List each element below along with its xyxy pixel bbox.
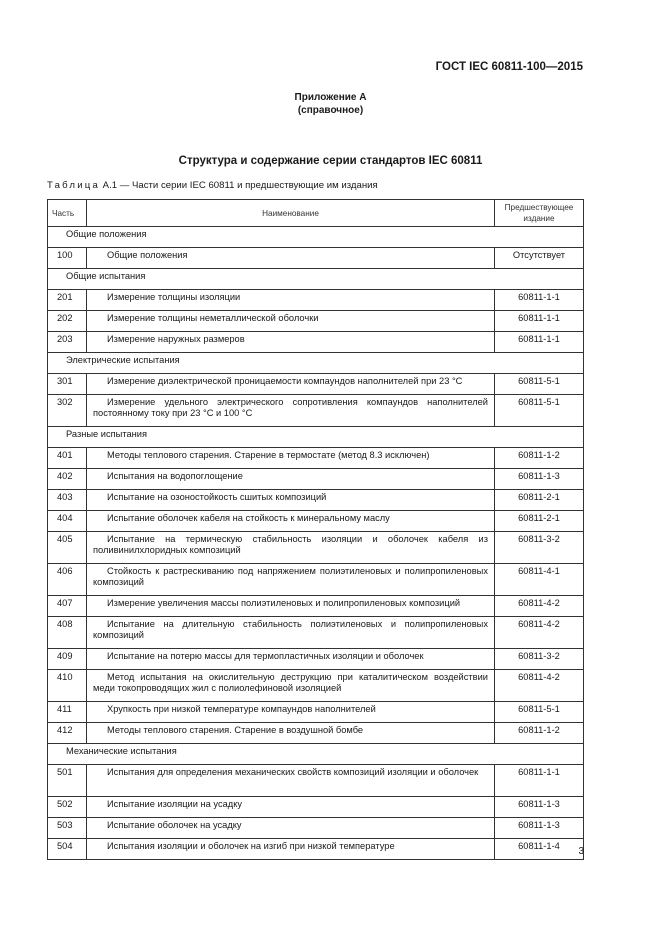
table-row bbox=[48, 290, 584, 311]
table-row bbox=[48, 564, 584, 596]
part-number: 401 bbox=[48, 448, 87, 469]
standard-header: ГОСТ IEC 60811-100—2015 bbox=[435, 61, 583, 73]
part-name-cell bbox=[87, 839, 495, 860]
table-row bbox=[48, 797, 584, 818]
table-row bbox=[48, 395, 584, 427]
annex-title: Приложение А bbox=[294, 92, 367, 103]
table-row bbox=[48, 670, 584, 702]
previous-edition: 60811-4-2 bbox=[495, 596, 584, 617]
part-name: Испытание на термическую стабильность изоляции и оболочек кабеля из поливинилхлоридных композиций bbox=[93, 534, 488, 555]
table-row bbox=[48, 649, 584, 670]
table-row bbox=[48, 469, 584, 490]
part-number: 406 bbox=[48, 564, 87, 596]
part-name-cell bbox=[87, 649, 495, 670]
section-title: Общие положения bbox=[48, 227, 584, 248]
part-number: 301 bbox=[48, 374, 87, 395]
part-name: Испытание на потерю массы для термопластичных изоляции и оболочек bbox=[107, 651, 424, 661]
section-row bbox=[48, 353, 584, 374]
section-title: Механические испытания bbox=[48, 744, 584, 765]
part-number: 202 bbox=[48, 311, 87, 332]
table-row bbox=[48, 332, 584, 353]
part-number: 404 bbox=[48, 511, 87, 532]
previous-edition: 60811-4-1 bbox=[495, 564, 584, 596]
previous-edition: 60811-1-2 bbox=[495, 723, 584, 744]
part-number: 412 bbox=[48, 723, 87, 744]
part-name-cell bbox=[87, 448, 495, 469]
part-name: Испытания изоляции и оболочек на изгиб при низкой температуре bbox=[107, 841, 395, 851]
table-caption-text: А.1 — Части серии IEC 60811 и предшествующие им издания bbox=[100, 180, 378, 191]
previous-edition: 60811-1-1 bbox=[495, 332, 584, 353]
part-name-cell bbox=[87, 311, 495, 332]
part-name: Хрупкость при низкой температуре компаундов наполнителей bbox=[107, 704, 376, 714]
part-number: 302 bbox=[48, 395, 87, 427]
previous-edition: 60811-5-1 bbox=[495, 374, 584, 395]
table-body bbox=[48, 227, 584, 860]
part-number: 504 bbox=[48, 839, 87, 860]
section-title: Электрические испытания bbox=[48, 353, 584, 374]
part-number: 100 bbox=[48, 248, 87, 269]
table-row bbox=[48, 702, 584, 723]
header-part: Часть bbox=[48, 200, 87, 227]
previous-edition: 60811-3-2 bbox=[495, 649, 584, 670]
page-number: 3 bbox=[578, 846, 584, 857]
part-name-cell bbox=[87, 290, 495, 311]
part-name: Испытание оболочек на усадку bbox=[107, 820, 242, 830]
part-name-cell bbox=[87, 469, 495, 490]
previous-edition: 60811-1-3 bbox=[495, 469, 584, 490]
part-name: Измерение увеличения массы полиэтиленовых и полипропиленовых композиций bbox=[107, 598, 461, 608]
part-number: 203 bbox=[48, 332, 87, 353]
part-name: Измерение диэлектрической проницаемости компаундов наполнителей при 23 °С bbox=[107, 376, 463, 386]
part-name-cell bbox=[87, 596, 495, 617]
part-name: Испытание на длительную стабильность полиэтиленовых и полипропиленовых композиций bbox=[93, 619, 488, 640]
table-row bbox=[48, 723, 584, 744]
part-name-cell bbox=[87, 332, 495, 353]
part-name-cell bbox=[87, 564, 495, 596]
part-name-cell bbox=[87, 395, 495, 427]
part-name-cell bbox=[87, 765, 495, 797]
part-name: Метод испытания на окислительную деструкцию при каталитическом воздействии меди токопроводящих жил с полиолефиновой изоляцией bbox=[93, 672, 488, 693]
previous-edition: 60811-5-1 bbox=[495, 702, 584, 723]
part-number: 409 bbox=[48, 649, 87, 670]
section-row bbox=[48, 227, 584, 248]
previous-edition: 60811-1-3 bbox=[495, 818, 584, 839]
part-number: 410 bbox=[48, 670, 87, 702]
part-number: 502 bbox=[48, 797, 87, 818]
part-number: 403 bbox=[48, 490, 87, 511]
part-name-cell bbox=[87, 723, 495, 744]
part-name-cell bbox=[87, 702, 495, 723]
table-caption-prefix: Таблица bbox=[47, 180, 101, 191]
part-name-cell bbox=[87, 670, 495, 702]
part-name-cell bbox=[87, 248, 495, 269]
part-number: 501 bbox=[48, 765, 87, 797]
previous-edition: 60811-2-1 bbox=[495, 490, 584, 511]
part-name-cell bbox=[87, 818, 495, 839]
previous-edition: 60811-1-2 bbox=[495, 448, 584, 469]
table-row bbox=[48, 765, 584, 797]
table-row bbox=[48, 532, 584, 564]
part-name-cell bbox=[87, 797, 495, 818]
part-name: Испытание на озоностойкость сшитых композиций bbox=[107, 492, 327, 502]
section-row bbox=[48, 744, 584, 765]
part-number: 411 bbox=[48, 702, 87, 723]
part-name: Методы теплового старения. Старение в термостате (метод 8.3 исключен) bbox=[107, 450, 430, 460]
part-number: 201 bbox=[48, 290, 87, 311]
part-name-cell bbox=[87, 490, 495, 511]
table-header-row bbox=[48, 200, 584, 227]
previous-edition: 60811-4-2 bbox=[495, 617, 584, 649]
table-row bbox=[48, 374, 584, 395]
table-row bbox=[48, 818, 584, 839]
part-number: 402 bbox=[48, 469, 87, 490]
header-name: Наименование bbox=[87, 200, 495, 227]
previous-edition: 60811-3-2 bbox=[495, 532, 584, 564]
previous-edition: 60811-4-2 bbox=[495, 670, 584, 702]
part-name: Испытание оболочек кабеля на стойкость к минеральному маслу bbox=[107, 513, 390, 523]
table-row bbox=[48, 839, 584, 860]
table-row bbox=[48, 448, 584, 469]
section-title: Общие испытания bbox=[48, 269, 584, 290]
part-name: Испытания на водопоглощение bbox=[107, 471, 243, 481]
previous-edition: 60811-1-1 bbox=[495, 311, 584, 332]
previous-edition: 60811-1-1 bbox=[495, 765, 584, 797]
section-row bbox=[48, 427, 584, 448]
part-name: Испытание изоляции на усадку bbox=[107, 799, 243, 809]
part-name-cell bbox=[87, 511, 495, 532]
previous-edition: 60811-2-1 bbox=[495, 511, 584, 532]
part-name: Измерение наружных размеров bbox=[107, 334, 245, 344]
part-name: Общие положения bbox=[107, 250, 188, 260]
part-name-cell bbox=[87, 532, 495, 564]
part-number: 503 bbox=[48, 818, 87, 839]
header-prev: Предшествующее издание bbox=[495, 200, 584, 227]
previous-edition: 60811-1-3 bbox=[495, 797, 584, 818]
part-name: Методы теплового старения. Старение в воздушной бомбе bbox=[107, 725, 364, 735]
part-name: Испытания для определения механических свойств композиций изоляции и оболочек bbox=[107, 767, 479, 777]
section-row bbox=[48, 269, 584, 290]
part-number: 407 bbox=[48, 596, 87, 617]
table-row bbox=[48, 490, 584, 511]
parts-table bbox=[47, 199, 584, 860]
part-name-cell bbox=[87, 374, 495, 395]
part-name: Измерение толщины изоляции bbox=[107, 292, 241, 302]
part-number: 405 bbox=[48, 532, 87, 564]
table-row bbox=[48, 311, 584, 332]
table-row bbox=[48, 596, 584, 617]
part-name-cell bbox=[87, 617, 495, 649]
previous-edition: Отсутствует bbox=[495, 248, 584, 269]
previous-edition: 60811-5-1 bbox=[495, 395, 584, 427]
previous-edition: 60811-1-1 bbox=[495, 290, 584, 311]
part-number: 408 bbox=[48, 617, 87, 649]
table-row bbox=[48, 248, 584, 269]
document-title: Структура и содержание серии стандартов IEC 60811 bbox=[178, 155, 483, 167]
previous-edition: 60811-1-4 bbox=[495, 839, 584, 860]
part-name: Измерение удельного электрического сопротивления компаундов наполнителей постоянному току при 23 °С и 100 °С bbox=[93, 397, 488, 418]
table-row bbox=[48, 511, 584, 532]
part-name: Стойкость к растрескиванию под напряжением полиэтиленовых и полипропиленовых композиций bbox=[93, 566, 488, 587]
part-name: Измерение толщины неметаллической оболочки bbox=[107, 313, 319, 323]
table-caption bbox=[47, 180, 378, 191]
table-row bbox=[48, 617, 584, 649]
annex-subtitle: (справочное) bbox=[297, 105, 364, 116]
section-title: Разные испытания bbox=[48, 427, 584, 448]
